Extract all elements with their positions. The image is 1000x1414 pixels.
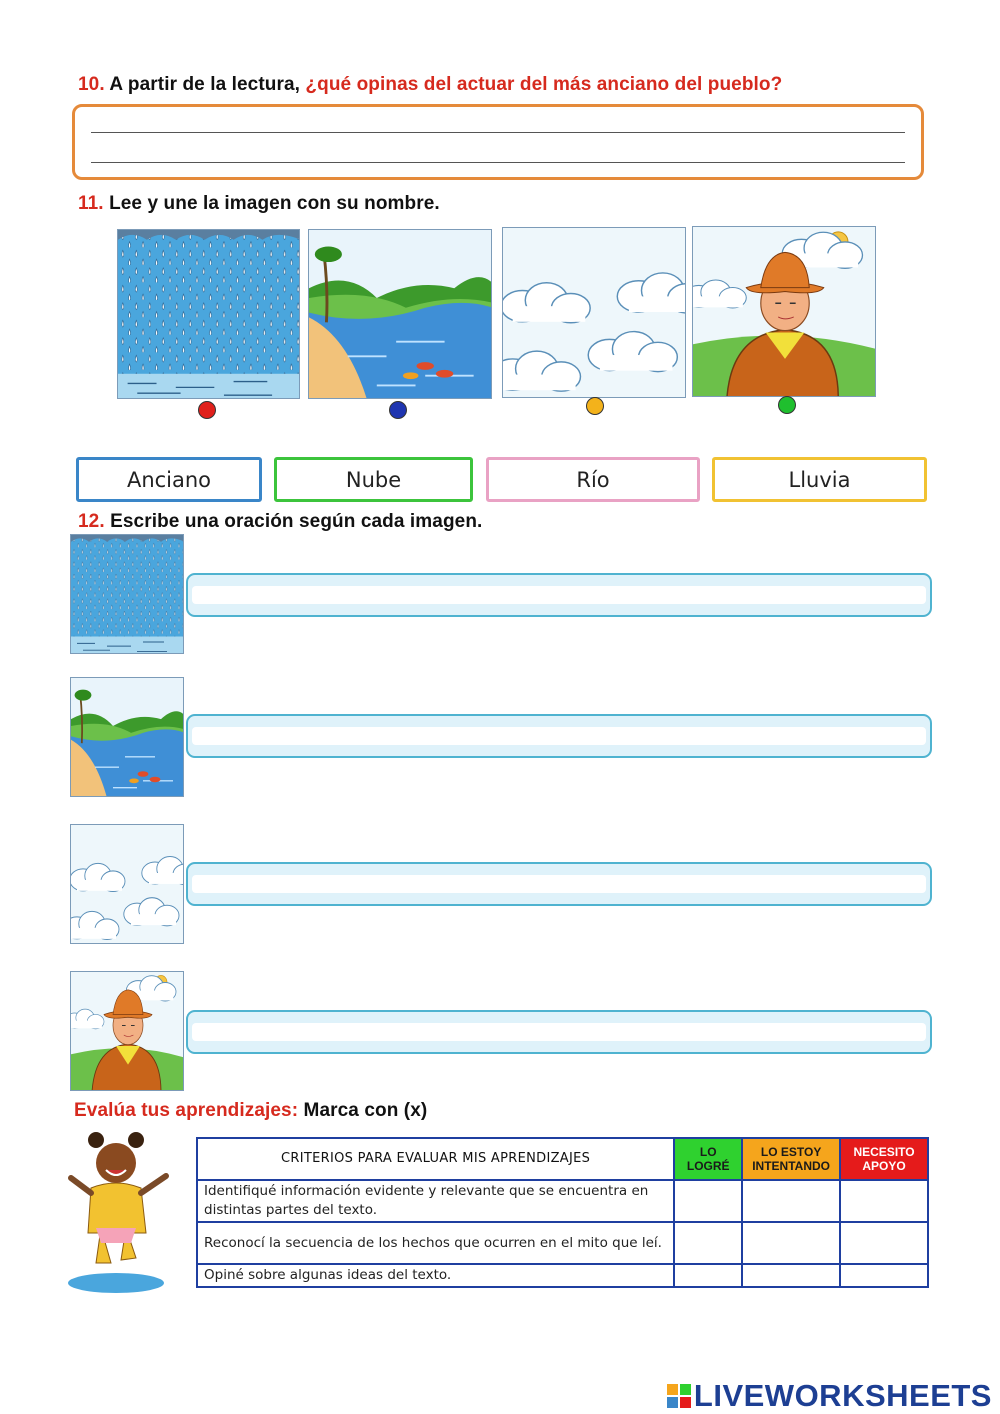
- criteria-cell: Opiné sobre algunas ideas del texto.: [197, 1264, 674, 1287]
- table-row: [197, 1264, 928, 1287]
- word-label: Anciano: [126, 467, 212, 492]
- sentence-input-old-man[interactable]: [186, 1010, 932, 1054]
- header-line: LO: [699, 1145, 717, 1159]
- mark-cell-support[interactable]: [840, 1180, 928, 1222]
- header-line: NECESITO: [853, 1145, 915, 1159]
- sentence-input-river[interactable]: [186, 714, 932, 758]
- criteria-cell: Reconocí la secuencia de los hechos que ocurren en el mito que leí.: [197, 1222, 674, 1264]
- evaluation-table: [196, 1137, 929, 1288]
- header-line: INTENTANDO: [752, 1159, 830, 1173]
- criteria-cell: Identifiqué información evidente y relevante que se encuentra en distintas partes del texto.: [197, 1180, 674, 1222]
- achieved-header: [674, 1138, 742, 1180]
- criteria-header: CRITERIOS PARA EVALUAR MIS APRENDIZAJES: [197, 1138, 674, 1180]
- liveworksheets-logo: [666, 1378, 992, 1414]
- word-label: Lluvia: [788, 467, 851, 492]
- question-text: ¿qué opinas del actuar del más anciano del pueblo?: [305, 74, 783, 95]
- river-thumbnail: [70, 677, 184, 797]
- sentence-input-clouds[interactable]: [186, 862, 932, 906]
- mark-cell-support[interactable]: [840, 1222, 928, 1264]
- question-number: 10.: [78, 74, 105, 95]
- word-label: Nube: [345, 467, 402, 492]
- question-number: 12.: [78, 511, 105, 532]
- girl-illustration: [66, 1128, 176, 1298]
- rain-thumbnail: [70, 534, 184, 654]
- mark-cell-trying[interactable]: [742, 1264, 840, 1287]
- answer-line: [91, 162, 905, 163]
- trying-header: [742, 1138, 840, 1180]
- rain-image: [117, 229, 300, 399]
- question-text: Lee y une la imagen con su nombre.: [109, 193, 440, 214]
- match-dot-river[interactable]: [389, 401, 407, 419]
- mark-cell-achieved[interactable]: [674, 1222, 742, 1264]
- header-line: LOGRÉ: [686, 1159, 730, 1173]
- evaluation-title: [74, 1100, 427, 1122]
- brand-text: LIVEWORKSHEETS: [693, 1378, 992, 1413]
- question-number: 11.: [78, 193, 104, 214]
- question-10-title: [78, 74, 782, 96]
- word-box-nube[interactable]: [274, 457, 473, 502]
- question-lead: A partir de la lectura,: [109, 74, 301, 95]
- table-header-row: [197, 1138, 928, 1180]
- word-box-rio[interactable]: [486, 457, 700, 502]
- mark-cell-support[interactable]: [840, 1264, 928, 1287]
- logo-icon: [666, 1383, 692, 1409]
- answer-line: [91, 132, 905, 133]
- mark-cell-achieved[interactable]: [674, 1264, 742, 1287]
- header-line: LO ESTOY: [760, 1145, 822, 1159]
- table-row: [197, 1222, 928, 1264]
- match-dot-clouds[interactable]: [586, 397, 604, 415]
- word-label: Río: [576, 467, 610, 492]
- old-man-image: [692, 226, 876, 397]
- question-12-title: [78, 511, 482, 533]
- evaluation-subtitle: Marca con (x): [303, 1100, 428, 1121]
- river-image: [308, 229, 492, 399]
- mark-cell-trying[interactable]: [742, 1180, 840, 1222]
- mark-cell-achieved[interactable]: [674, 1180, 742, 1222]
- answer-box-q10[interactable]: [72, 104, 924, 180]
- match-dot-old-man[interactable]: [778, 396, 796, 414]
- header-line: APOYO: [862, 1159, 906, 1173]
- question-text: Escribe una oración según cada imagen.: [110, 511, 483, 532]
- support-header: [840, 1138, 928, 1180]
- word-box-anciano[interactable]: [76, 457, 262, 502]
- question-11-title: [78, 193, 440, 215]
- mark-cell-trying[interactable]: [742, 1222, 840, 1264]
- clouds-image: [502, 227, 686, 398]
- sentence-input-rain[interactable]: [186, 573, 932, 617]
- word-box-lluvia[interactable]: [712, 457, 927, 502]
- table-row: [197, 1180, 928, 1222]
- old-man-thumbnail: [70, 971, 184, 1091]
- match-dot-rain[interactable]: [198, 401, 216, 419]
- evaluation-heading: Evalúa tus aprendizajes:: [74, 1100, 299, 1121]
- clouds-thumbnail: [70, 824, 184, 944]
